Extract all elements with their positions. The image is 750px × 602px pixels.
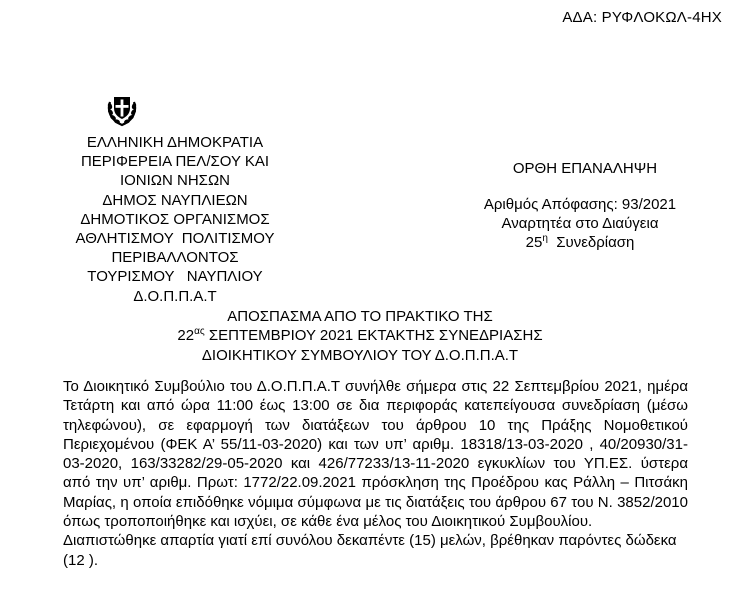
session-number: 25 [525,234,543,251]
authority-line: ΤΟΥΡΙΣΜΟΥ ΝΑΥΠΛΙΟΥ [87,268,263,286]
authority-line: ΠΕΡΙΦΕΡΕΙΑ ΠΕΛ/ΣΟΥ ΚΑΙ [80,153,270,171]
authority-line: ΙΟΝΙΩΝ ΝΗΣΩΝ [119,172,231,190]
minutes-excerpt-heading [60,307,660,365]
body-paragraph-2: Διαπιστώθηκε απαρτία γιατί επί συνόλου δεκαπέντε (15) μελών, βρέθηκαν παρόντες δώδεκα (12 ). [63,532,677,569]
correction-title: ΟΡΘΗ ΕΠΑΝΑΛΗΨΗ [512,160,658,177]
excerpt-line-3: ΔΙΟΙΚΗΤΙΚΟΥ ΣΥΜΒΟΥΛΙΟΥ ΤΟΥ Δ.Ο.Π.Π.Α.Τ [201,346,519,364]
authority-line: Δ.Ο.Π.Π.Α.Τ [133,287,217,305]
body-paragraph-1: Το Διοικητικό Συμβούλιο του Δ.Ο.Π.Π.Α.Τ συνήλθε σήμερα στις 22 Σεπτεμβρίου 2021, ημέρα Τετάρτη και από ώρα 11:00 έως 13:00 σε δια περιφοράς κατεπείγουσα συνεδρίαση (μέσω τηλεφώνου), σε εφαρμογή των διατάξεων του άρθρου 10 της Πράξης Νομοθετικού Περιεχομένου (ΦΕΚ Α’ 55/11-03-2020) και των υπ’ αριθμ. 18318/13-03-2020 , 40/20930/31-03-2020, 163/33282/29-05-2020 και 426/77233/13-11-2020 εγκυκλίων του ΥΠ.ΕΣ. ύστερα από την υπ’ αριθμ. Πρωτ: 1772/22.09.2021 πρόσκληση της Προέδρου κας Ράλλη – Πιτσάκη Μαρίας, η οποία επιδόθηκε νόμιμα σύμφωνα με τις διατάξεις του άρθρου 67 του Ν. 3852/2010 όπως τροποποιήθηκε και ισχύει, σε κάθε ένα μέλος του Διοικητικού Συμβουλίου. [63,378,688,531]
greek-coat-of-arms-icon [104,92,140,128]
issuing-authority [50,133,300,306]
ada-code: ΑΔΑ: ΡΥΦΛΟΚΩΛ-4ΗΧ [562,9,722,26]
session-ordinal: η [542,233,548,244]
authority-line: ΔΗΜΟΣ ΝΑΥΠΛΙΕΩΝ [102,191,248,209]
decision-info [420,159,740,252]
authority-line: ΠΕΡΙΒΑΛΛΟΝΤΟΣ [111,249,239,267]
meeting-day-ordinal: ας [194,326,205,338]
authority-line: ΔΗΜΟΤΙΚΟΣ ΟΡΓΑΝΙΣΜΟΣ [80,210,270,228]
meeting-day: 22 [177,327,195,345]
meeting-description: ΣΕΠΤΕΜΒΡΙΟΥ 2021 ΕΚΤΑΚΤΗΣ ΣΥΝΕΔΡΙΑΣΗΣ [208,327,543,345]
session-line [420,233,740,252]
minutes-body [63,377,688,570]
authority-line: ΑΘΛΗΤΙΣΜΟΥ ΠΟΛΙΤΙΣΜΟΥ [75,230,275,248]
authority-line: ΕΛΛΗΝΙΚΗ ΔΗΜΟΚΡΑΤΙΑ [86,134,264,151]
excerpt-line-2 [60,326,660,345]
decision-number: Αριθμός Απόφασης: 93/2021 [483,196,677,213]
diavgeia-note: Αναρτητέα στο Διαύγεια [501,215,659,232]
excerpt-line-1: ΑΠΟΣΠΑΣΜΑ ΑΠΟ ΤΟ ΠΡΑΚΤΙΚΟ ΤΗΣ [227,308,493,325]
session-word: Συνεδρίαση [556,234,635,251]
